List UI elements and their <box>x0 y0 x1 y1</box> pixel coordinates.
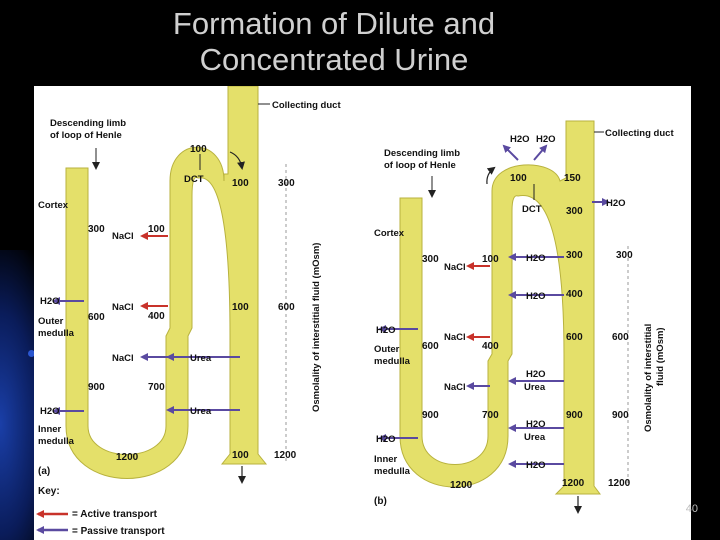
inner-medulla-label-a-1: Inner <box>38 424 62 435</box>
inner-medulla-label-b-2: medulla <box>374 466 410 477</box>
value-b-desc-300: 300 <box>422 254 439 265</box>
figure-svg <box>34 86 691 540</box>
panel-b <box>374 121 674 512</box>
cd-h2o-label-b-2: H2O <box>526 291 546 302</box>
inner-medulla-label-b-1: Inner <box>374 454 398 465</box>
cortex-label-a: Cortex <box>38 200 69 211</box>
outer-medulla-label-b-1: Outer <box>374 344 400 355</box>
scale-tick-b-300: 300 <box>616 250 633 261</box>
value-a-cd-100-bottom: 100 <box>232 450 249 461</box>
value-b-asc-100: 100 <box>482 254 499 265</box>
value-b-dct-300: 300 <box>566 206 583 217</box>
descending-label-a-2: of loop of Henle <box>50 130 122 141</box>
value-b-desc-600: 600 <box>422 341 439 352</box>
value-b-cd-600: 600 <box>566 332 583 343</box>
scale-tick-a-600: 600 <box>278 302 295 313</box>
title-line-1: Formation of Dilute and <box>172 6 496 41</box>
urine-formation-figure <box>34 86 691 540</box>
dct-label-b: DCT <box>522 204 542 215</box>
panel-a-tag: (a) <box>38 466 51 477</box>
nacl-label-b-1: NaCl <box>444 262 466 273</box>
h2o-label-a-inner: H2O <box>40 406 60 417</box>
cd-urea-label-b-2: Urea <box>524 432 546 443</box>
h2o-top-arrow-b-1 <box>504 146 518 160</box>
h2o-top-label-b-1: H2O <box>510 134 530 145</box>
cd-h2o-label-b-3: H2O <box>526 369 546 380</box>
nephron-loop-a <box>66 86 266 479</box>
value-a-asc-700: 700 <box>148 382 165 393</box>
title-line-2: Concentrated Urine <box>199 42 469 77</box>
descending-label-b-1: Descending limb <box>384 148 461 159</box>
cd-h2o-label-b-5: H2O <box>526 460 546 471</box>
scale-tick-b-900: 900 <box>612 410 629 421</box>
legend-key <box>38 486 165 537</box>
value-a-cd-100-mid: 100 <box>232 302 249 313</box>
slide-page-number: 40 <box>685 503 698 515</box>
value-b-cd-400: 400 <box>566 289 583 300</box>
value-b-cd-1200: 1200 <box>562 478 585 489</box>
h2o-top-arrow-b-2 <box>534 146 546 160</box>
outer-medulla-label-a-1: Outer <box>38 316 64 327</box>
value-a-desc-300: 300 <box>88 224 105 235</box>
descending-label-a-1: Descending limb <box>50 118 127 129</box>
scale-tick-b-1200: 1200 <box>608 478 631 489</box>
outer-medulla-label-a-2: medulla <box>38 328 74 339</box>
value-b-cd-top-150: 150 <box>564 173 581 184</box>
scale-tick-b-600: 600 <box>612 332 629 343</box>
scale-title-b-2: fluid (mOsm) <box>655 327 666 386</box>
value-a-loop-1200: 1200 <box>116 452 139 463</box>
value-b-asc-400: 400 <box>482 341 499 352</box>
collecting-duct-label-a: Collecting duct <box>272 100 341 111</box>
inner-medulla-label-a-2: medulla <box>38 436 74 447</box>
flow-arrow-b <box>487 168 494 184</box>
value-a-desc-600: 600 <box>88 312 105 323</box>
urea-label-a-1: Urea <box>190 353 212 364</box>
value-b-asc-700: 700 <box>482 410 499 421</box>
key-title: Key: <box>38 486 60 497</box>
cd-urea-label-b-1: Urea <box>524 382 546 393</box>
outer-medulla-label-b-2: medulla <box>374 356 410 367</box>
value-a-asc-400: 400 <box>148 311 165 322</box>
key-passive-label: = Passive transport <box>72 526 165 537</box>
nacl-label-b-2: NaCl <box>444 332 466 343</box>
cd-h2o-label-b-1: H2O <box>526 253 546 264</box>
value-b-cd-900: 900 <box>566 410 583 421</box>
nacl-label-a-3: NaCl <box>112 353 134 364</box>
value-b-asc-top-100: 100 <box>510 173 527 184</box>
h2o-top-label-b-2: H2O <box>536 134 556 145</box>
value-a-dct-100: 100 <box>190 144 207 155</box>
h2o-label-b-inner: H2O <box>376 434 396 445</box>
urea-label-a-2: Urea <box>190 406 212 417</box>
scale-tick-a-1200: 1200 <box>274 450 297 461</box>
value-a-desc-900: 900 <box>88 382 105 393</box>
value-a-asc-100: 100 <box>148 224 165 235</box>
key-active-label: = Active transport <box>72 509 157 520</box>
cortex-label-b: Cortex <box>374 228 405 239</box>
dct-label-a: DCT <box>184 174 204 185</box>
panel-a <box>38 86 341 482</box>
panel-b-tag: (b) <box>374 496 387 507</box>
value-b-cd-300: 300 <box>566 250 583 261</box>
value-b-loop-1200: 1200 <box>450 480 473 491</box>
h2o-label-b-outer: H2O <box>376 325 396 336</box>
collecting-duct-label-b: Collecting duct <box>605 128 674 139</box>
value-a-cd-100-top: 100 <box>232 178 249 189</box>
descending-label-b-2: of loop of Henle <box>384 160 456 171</box>
h2o-dct-label-b: H2O <box>606 198 626 209</box>
nacl-label-a-1: NaCl <box>112 231 134 242</box>
slide-title <box>60 6 608 78</box>
nacl-label-a-2: NaCl <box>112 302 134 313</box>
value-b-desc-900: 900 <box>422 410 439 421</box>
scale-tick-a-300: 300 <box>278 178 295 189</box>
nacl-label-b-3: NaCl <box>444 382 466 393</box>
scale-title-a: Osmolality of interstitial fluid (mOsm) <box>311 242 322 412</box>
cd-h2o-label-b-4: H2O <box>526 419 546 430</box>
scale-title-b-1: Osmolality of interstitial <box>643 323 654 432</box>
h2o-label-a-outer: H2O <box>40 296 60 307</box>
